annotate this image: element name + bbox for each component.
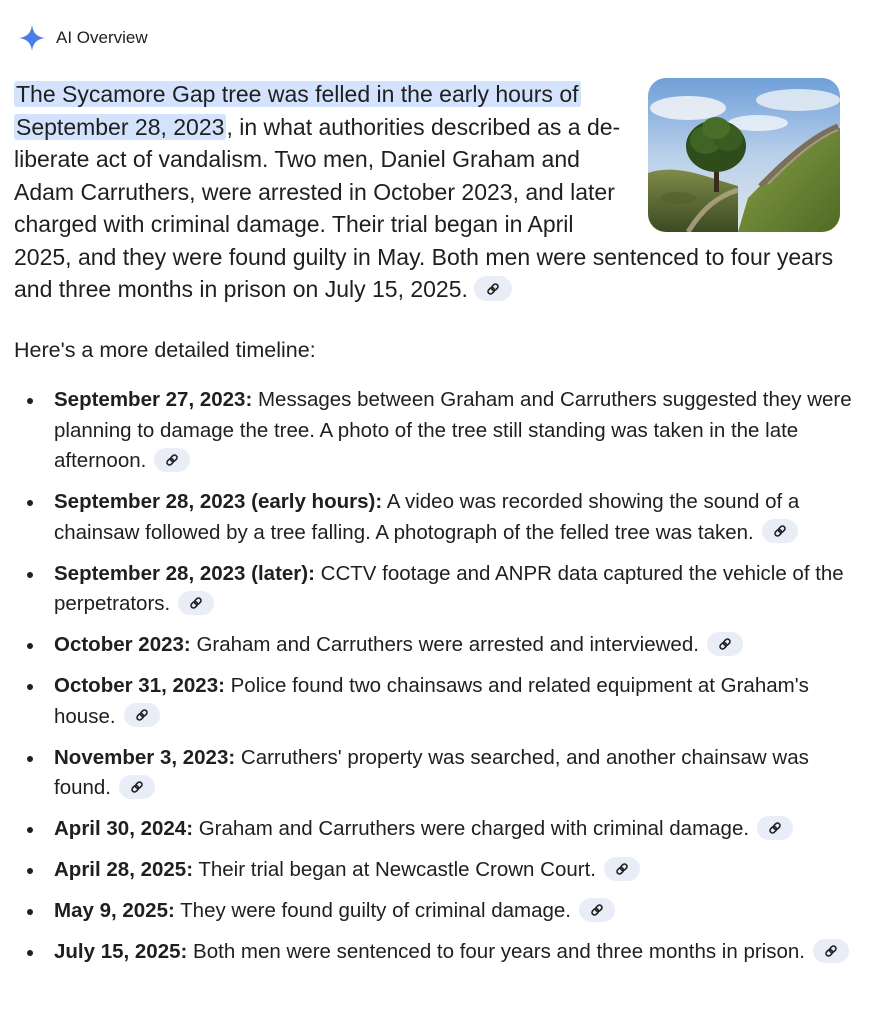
link-icon <box>135 708 149 722</box>
timeline-date: May 9, 2025: <box>54 899 175 922</box>
timeline-text: A video was recorded showing the sound of a chainsaw followed by a tree falling. A photograph of the felled tree was taken. <box>54 490 800 544</box>
link-icon <box>486 282 500 296</box>
timeline-text: Police found two chainsaws and related equipment at Graham's house. <box>54 674 809 728</box>
timeline-date: September 28, 2023 (early hours): <box>54 490 383 513</box>
source-link-chip[interactable] <box>178 591 214 615</box>
ai-overview-title: AI Overview <box>56 28 148 47</box>
link-icon <box>165 453 179 467</box>
source-link-chip[interactable] <box>762 519 798 543</box>
summary-highlight-2: September 28, 2023 <box>16 113 225 140</box>
timeline-date: October 2023: <box>54 633 191 656</box>
link-icon <box>590 903 604 917</box>
source-link-chip[interactable] <box>813 939 849 963</box>
timeline-date: October 31, 2023: <box>54 674 225 697</box>
link-icon <box>768 821 782 835</box>
timeline-date: September 28, 2023 (later): <box>54 561 315 585</box>
ai-overview-header <box>18 24 148 52</box>
list-item <box>54 487 870 548</box>
timeline-text: They were found guilty of criminal damage. <box>180 899 571 922</box>
summary-text: , in what authorities described as a de-liberate act of vandalism. Two men, Daniel Graham and Adam Carruthers, were arrested in October 2023, and later charged with criminal damage. Their trial began in April 2025, and they were found guilty in May. Both men were sentenced to four years and three months in prison on July 15, 2025. <box>14 113 834 302</box>
source-link-chip[interactable] <box>124 703 160 727</box>
source-link-chip[interactable] <box>154 448 190 472</box>
summary-highlight-1: The Sycamore Gap tree was felled in the early hours of <box>16 81 579 107</box>
timeline-date: November 3, 2023: <box>54 745 236 769</box>
list-item <box>54 385 870 477</box>
timeline-date: April 28, 2025: <box>54 858 194 881</box>
link-icon <box>824 944 838 958</box>
timeline-date: July 15, 2025: <box>54 940 188 963</box>
source-link-chip[interactable] <box>707 632 743 656</box>
list-item <box>54 671 870 732</box>
list-item <box>54 559 870 620</box>
list-item <box>54 855 870 886</box>
timeline-text: Their trial began at Newcastle Crown Court. <box>198 858 596 881</box>
timeline-text: Messages between Graham and Carruthers suggested they were planning to damage the tree. A photo of the tree still standing was taken in the late afternoon. <box>54 388 852 472</box>
summary-paragraph <box>14 78 834 306</box>
timeline-list <box>54 385 870 978</box>
link-icon <box>189 596 203 610</box>
timeline-text: Graham and Carruthers were arrested and interviewed. <box>196 633 699 656</box>
list-item <box>54 743 870 804</box>
link-icon <box>773 524 787 538</box>
timeline-intro: Here's a more detailed timeline: <box>14 338 316 362</box>
source-link-chip[interactable] <box>579 898 615 922</box>
timeline-date: September 27, 2023: <box>54 388 253 411</box>
source-link-chip[interactable] <box>757 816 793 840</box>
source-link-chip[interactable] <box>119 775 155 799</box>
link-icon <box>130 780 144 794</box>
timeline-text: CCTV footage and ANPR data captured the vehicle of the perpetrators. <box>54 561 844 615</box>
timeline-text: Carruthers' property was searched, and another chainsaw was found. <box>54 745 809 799</box>
source-link-chip[interactable] <box>474 276 512 301</box>
sycamore-gap-thumbnail[interactable] <box>648 78 840 232</box>
list-item <box>54 814 870 845</box>
link-icon <box>718 637 732 651</box>
timeline-text: Graham and Carruthers were charged with criminal damage. <box>198 817 750 840</box>
list-item <box>54 937 870 968</box>
timeline-date: April 30, 2024: <box>54 817 194 840</box>
list-item <box>54 630 870 661</box>
timeline-text: Both men were sentenced to four years and three months in prison. <box>193 940 805 963</box>
sparkle-icon <box>18 24 46 52</box>
list-item <box>54 896 870 927</box>
link-icon <box>615 862 629 876</box>
source-link-chip[interactable] <box>604 857 640 881</box>
